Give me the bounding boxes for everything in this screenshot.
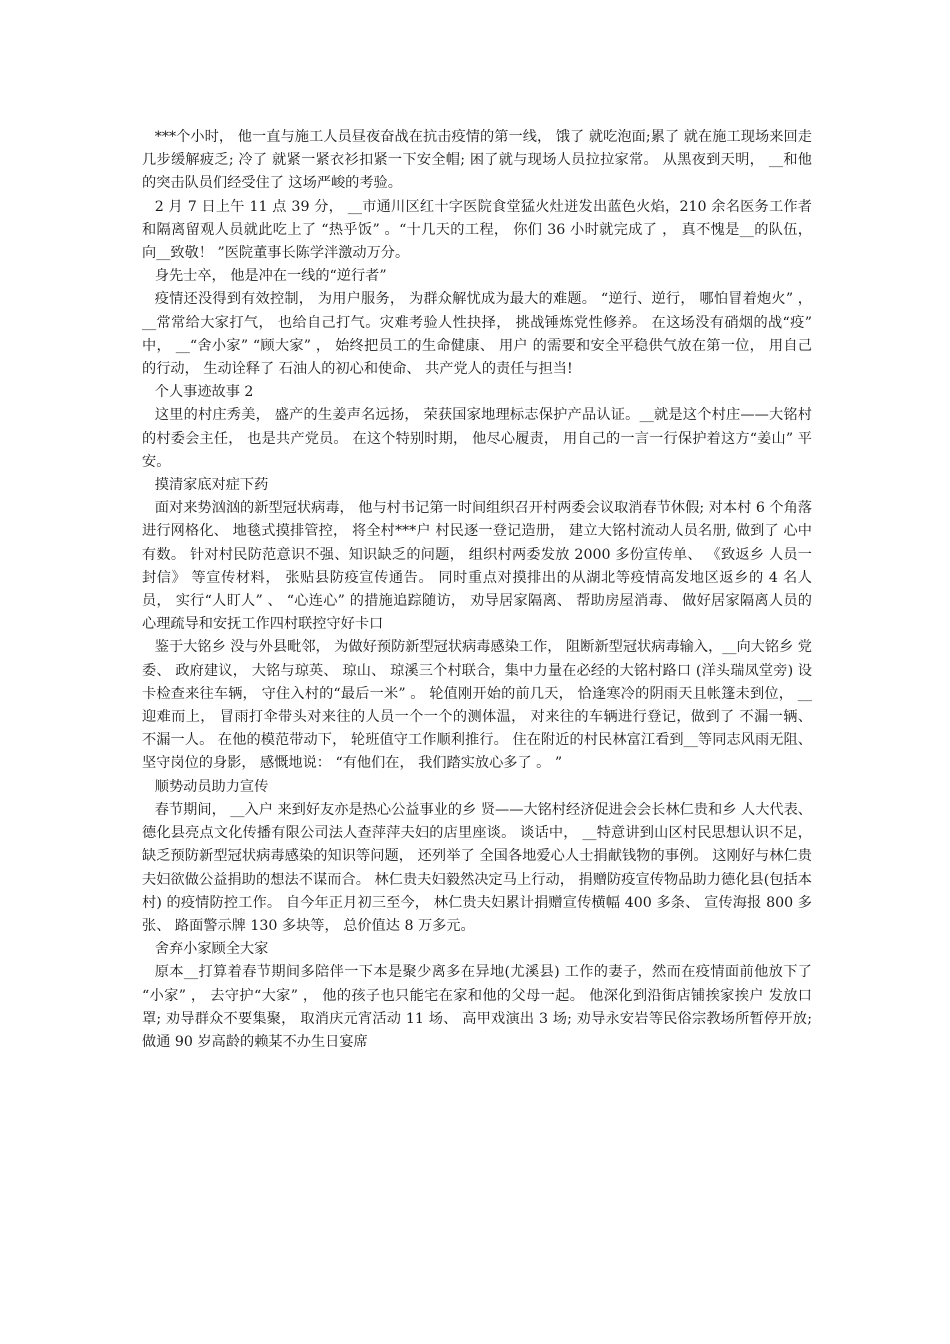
section-heading-story-2: 个人事迹故事 2 (154, 384, 254, 401)
section-heading-publicity: 顺势动员助力宣传 (154, 778, 269, 795)
paragraph-checkpoint: 鉴于大铭乡 没与外县毗邻， 为做好预防新型冠状病毒感染工作， 阻断新型冠状病毒输入，__向大铭乡 党委、 政府建议， 大铭与琼英、 琼山、 琼溪三个村联合，集中力量在必经的大铭村路口 (洋头瑞凤堂旁) 设卡检查来往车辆， 守住入村的“最后一米” 。 轮值刚开始的前几天， 恰逢寒冷的阴雨天且帐篷未到位， __迎难而上， 冒雨打伞带头对来往的人员一个一个的测体温， 对来往的车辆进行登记，做到了 不漏一辆、 不漏一人。 在他的模范带动下， 轮班值守工作顺利推行。 住在附近的村民林富江看到__等同志风雨无阻、 坚守岗位的身影， 感慨地说： “有他们在， 我们踏实放心多了 。 ” (142, 639, 812, 772)
paragraph-night-work: ***个小时， 他一直与施工人员昼夜奋战在抗击疫情的第一线， 饿了 就吃泡面;累了 就在施工现场来回走几步缓解疲乏; 冷了 就紧一紧衣衫扣紧一下安全帽; 困了就与现场人员拉拉家常。 从黑夜到天明， __和他的突击队员们经受住了 这场严峻的考验。 (142, 129, 812, 192)
paragraph-hospital-kitchen: 2 月 7 日上午 11 点 39 分， __市通川区红十字医院食堂猛火灶迸发出蓝色火焰，210 余名医务工作者和隔离留观人员就此吃上了 “热乎饭” 。“十几天的工程， 你们 36 小时就完成了 ， 真不愧是__的队伍， 向__致敬！ ”医院董事长陈学泮激动万分。 (142, 198, 812, 262)
document-body (142, 126, 812, 1054)
paragraph-donation: 春节期间， __入户 来到好友亦是热心公益事业的乡 贤——大铭村经济促进会会长林仁贵和乡 人大代表、 德化县亮点文化传播有限公司法人查萍萍夫妇的店里座谈。 谈话中， __特意讲到山区村民思想认识不足， 缺乏预防新型冠状病毒感染的知识等问题， 还列举了 全国各地爱心人士捐献钱物的事例。 这刚好与林仁贵夫妇欲做公益捐助的想法不谋而合。 林仁贵夫妇毅然决定马上行动， 捐赠防疫宣传物品助力德化县(包括本村) 的疫情防控工作。 自今年正月初三至今， 林仁贵夫妇累计捐赠宣传横幅 400 多条、 宣传海报 800 多张、 路面警示牌 130 多块等， 总价值达 8 万多元。 (142, 801, 812, 934)
paragraph-epidemic-control: 疫情还没得到有效控制， 为用户服务， 为群众解忧成为最大的难题。 “逆行、逆行， 哪怕冒着炮火” ， __常常给大家打气， 也给自己打气。灾难考验人性抉择， 挑战锤炼党性修养。 在这场没有硝烟的战“疫” 中， __“舍小家” “顾大家” ， 始终把员工的生命健康、 用户 的需要和安全平稳供气放在第一位， 用自己的行动， 生动诠释了 石油人的初心和使命、 共产党人的责任与担当! (142, 291, 812, 378)
section-heading-survey: 摸清家底对症下药 (154, 477, 269, 494)
section-heading-family: 舍弃小家顾全大家 (154, 941, 269, 958)
paragraph-village-intro: 这里的村庄秀美， 盛产的生姜声名远扬， 荣获国家地理标志保护产品认证。__就是这个村庄——大铭村的村委会主任， 也是共产党员。 在这个特别时期， 他尽心履责， 用自己的一言一行保护着这方“姜山” 平安。 (142, 407, 812, 470)
paragraph-grid-management: 面对来势汹汹的新型冠状病毒， 他与村书记第一时间组织召开村两委会议取消春节休假; 对本村 6 个角落进行网格化、 地毯式摸排管控， 将全村***户 村民逐一登记造册， 建立大铭村流动人员名册, 做到了 心中有数。 针对村民防范意识不强、知识缺乏的问题， 组织村两委发放 2000 多份宣传单、 《致返乡 人员一封信》 等宣传材料， 张贴县防疫宣传通告。 同时重点对摸排出的从湖北等疫情高发地区返乡的 4 名人员， 实行“人盯人” 、 “心连心” 的措施追踪随访， 劝导居家隔离、 帮助房屋消毒、 做好居家隔离人员的心理疏导和安抚工作四村联控守好卡口 (142, 500, 812, 633)
paragraph-sacrifice: 原本__打算着春节期间多陪伴一下本是聚少离多在异地(尤溪县) 工作的妻子，然而在疫情面前他放下了 “小家” ， 去守护“大家” ， 他的孩子也只能宅在家和他的父母一起。 他深化到沿街店铺挨家挨户 发放口 罩; 劝导群众不要集聚， 取消庆元宵活动 11 场、 高甲戏演出 3 场; 劝导永安岩等民俗宗教场所暂停开放; 做通 90 岁高龄的赖某不办生日宴席 (142, 964, 812, 1050)
section-heading-retrograde: 身先士卒， 他是冲在一线的“逆行者” (154, 268, 387, 285)
